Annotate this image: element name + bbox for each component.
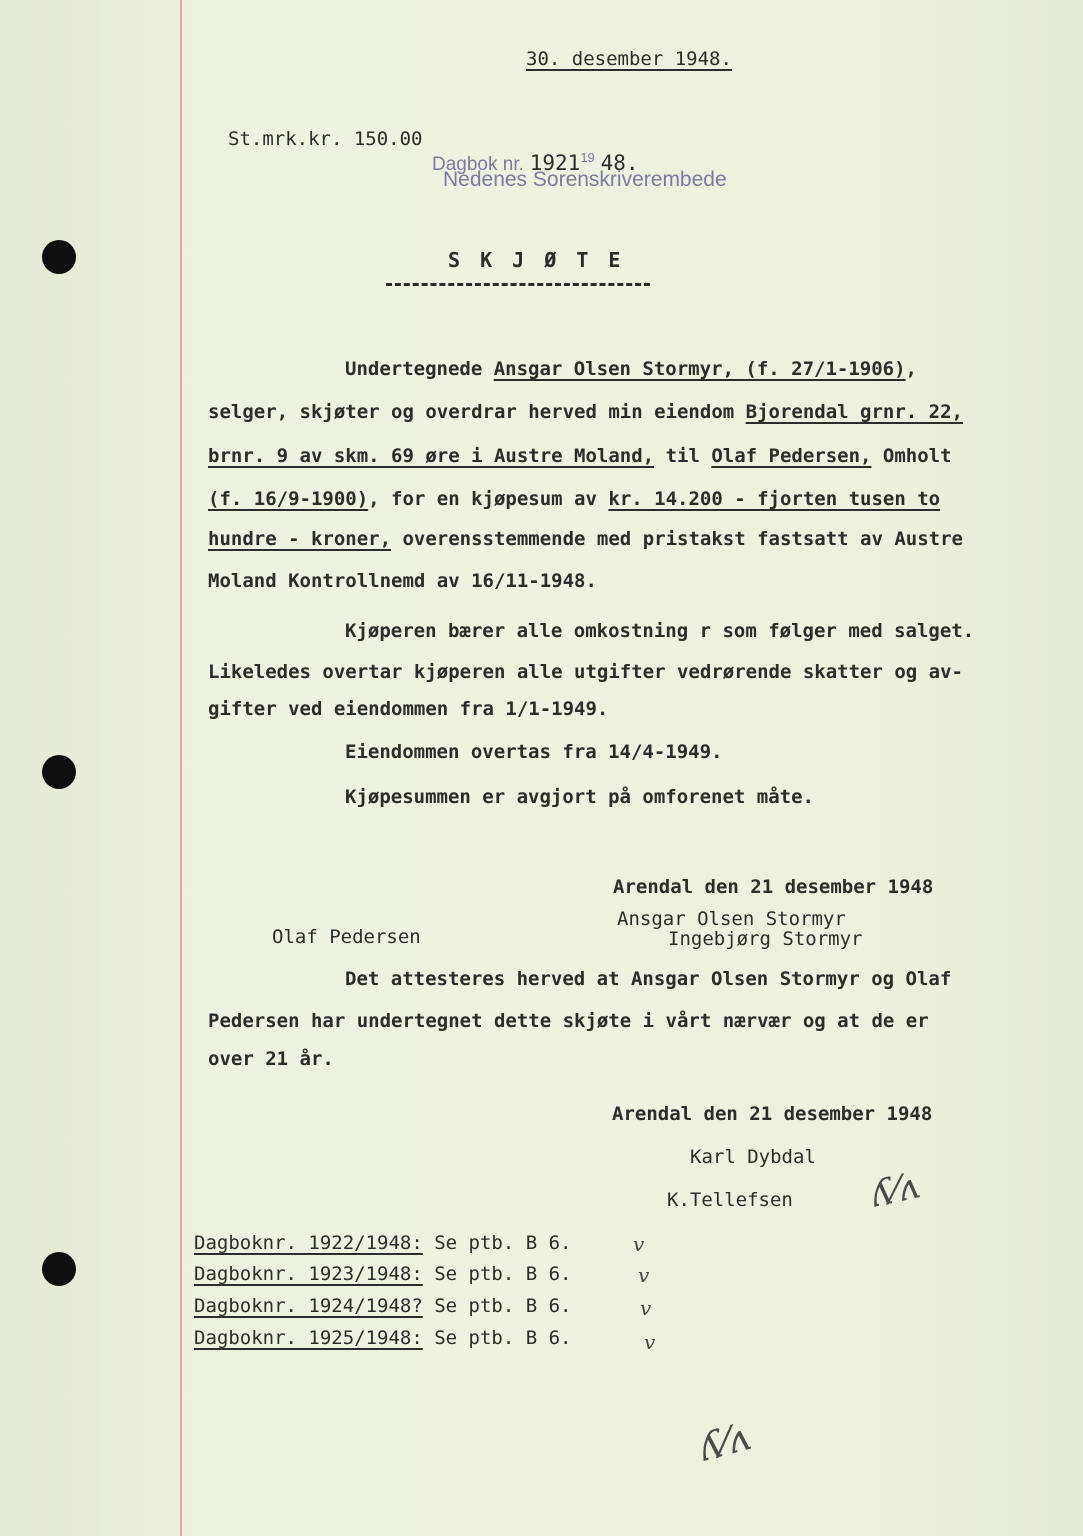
- office-stamp: Nedenes Sorenskriverembede: [443, 168, 727, 191]
- attestation-line: Pedersen har undertegnet dette skjøte i vårt nærvær og at de er: [208, 1010, 929, 1032]
- reference-item: Dagboknr. 1923/1948: Se ptb. B 6.: [194, 1263, 572, 1285]
- check-mark-icon: v: [640, 1296, 652, 1320]
- body-line: Likeledes overtar kjøperen alle utgifter vedrørende skatter og av-: [208, 661, 963, 683]
- handwritten-initials: ʎ⁄ʌ: [868, 1165, 923, 1216]
- place-date: Arendal den 21 desember 1948: [612, 1103, 933, 1125]
- handwritten-initials: ʎ⁄ʌ: [695, 1414, 755, 1470]
- seller-signature: Ingebjørg Stormyr: [668, 928, 863, 950]
- buyer-signature: Olaf Pedersen: [272, 926, 421, 948]
- stamp-fee: St.mrk.kr. 150.00: [228, 128, 423, 150]
- place-date: Arendal den 21 desember 1948: [613, 876, 934, 898]
- punch-hole: [42, 240, 76, 274]
- attestation-line: Det attesteres herved at Ansgar Olsen Stormyr og Olaf: [345, 968, 952, 990]
- witness-signature: K.Tellefsen: [667, 1189, 793, 1211]
- dagbok-number: 1921: [529, 151, 581, 175]
- punch-hole: [42, 1252, 76, 1286]
- margin-line: [180, 0, 182, 1536]
- body-line: Kjøperen bærer alle omkostning r som følger med salget.: [345, 620, 975, 642]
- dagbok-sup: 19: [580, 150, 595, 165]
- reference-item: Dagboknr. 1925/1948: Se ptb. B 6.: [194, 1327, 572, 1349]
- body-line: brnr. 9 av skm. 69 øre i Austre Moland, til Olaf Pedersen, Omholt: [208, 445, 952, 467]
- dagbok-label: Dagbok nr.: [432, 154, 524, 175]
- check-mark-icon: v: [633, 1232, 645, 1256]
- body-line: Undertegnede Ansgar Olsen Stormyr, (f. 27/1-1906),: [345, 358, 917, 380]
- reference-item: Dagboknr. 1922/1948: Se ptb. B 6.: [194, 1232, 572, 1254]
- document-title: S K J Ø T E: [448, 248, 625, 272]
- witness-signature: Karl Dybdal: [690, 1146, 816, 1168]
- body-line: selger, skjøter og overdrar herved min eiendom Bjorendal grnr. 22,: [208, 401, 963, 423]
- title-rule: [386, 283, 650, 286]
- body-line: (f. 16/9-1900), for en kjøpesum av kr. 14.200 - fjorten tusen to: [208, 488, 941, 510]
- body-line: Moland Kontrollnemd av 16/11-1948.: [208, 570, 597, 592]
- body-line: hundre - kroner, overensstemmende med pristakst fastsatt av Austre: [208, 528, 963, 550]
- attestation-line: over 21 år.: [208, 1048, 334, 1070]
- body-line: Kjøpesummen er avgjort på omforenet måte.: [345, 786, 814, 808]
- body-line: Eiendommen overtas fra 14/4-1949.: [345, 741, 723, 763]
- check-mark-icon: v: [638, 1263, 650, 1287]
- check-mark-icon: v: [644, 1330, 656, 1354]
- body-line: gifter ved eiendommen fra 1/1-1949.: [208, 698, 609, 720]
- punch-hole: [42, 755, 76, 789]
- reference-item: Dagboknr. 1924/1948? Se ptb. B 6.: [194, 1295, 572, 1317]
- document-date: 30. desember 1948.: [526, 48, 732, 70]
- dagbok-year: 48.: [600, 151, 639, 175]
- seller-signature: Ansgar Olsen Stormyr: [617, 908, 846, 930]
